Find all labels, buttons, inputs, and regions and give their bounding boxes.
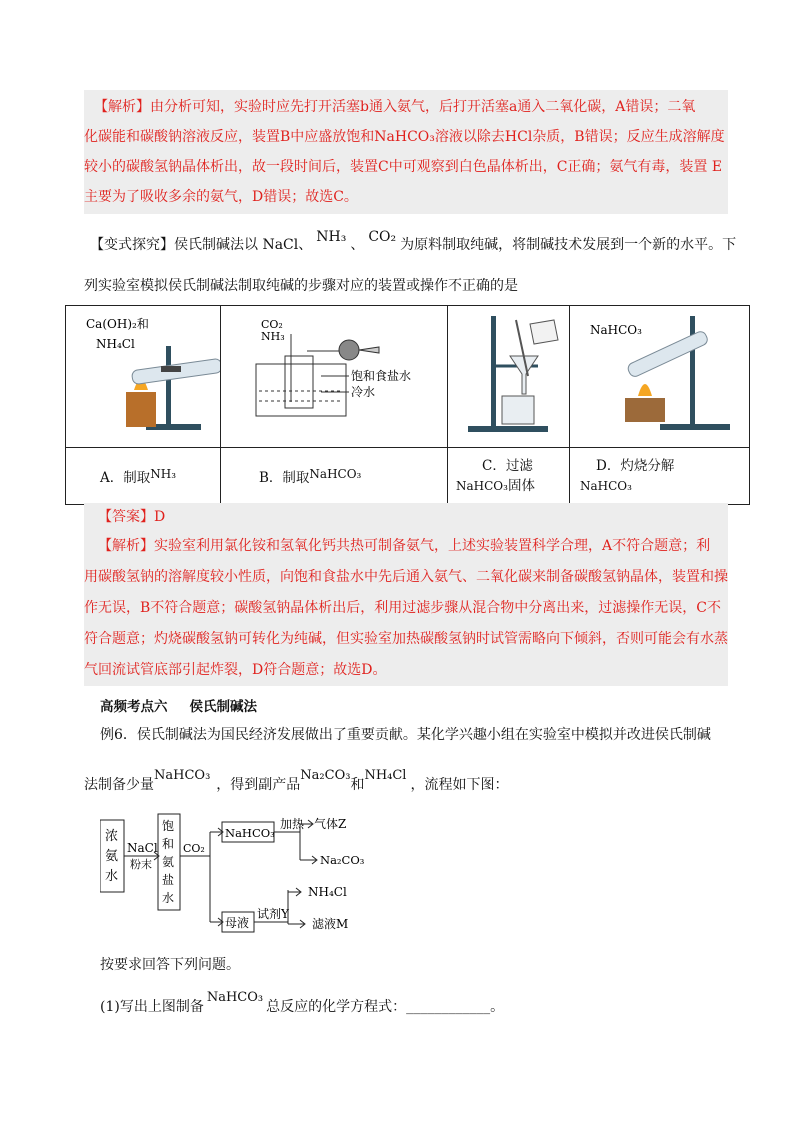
box2-char: 水 [162,891,175,905]
analysis-line: 化碳能和碳酸钠溶液反应，装置B中应盛放饱和NaHCO₃溶液以除去HCl杂质，B错误；反应生成溶解度 [84,129,725,145]
box1-char: 氨 [105,849,119,864]
question-text: 总反应的化学方程式： [266,999,407,1015]
section-title: 侯氏制碱法 [189,699,257,715]
answer-analysis-block [84,503,728,686]
label-nh4cl: NH₄Cl [308,885,347,899]
question-text: 。 [490,999,505,1015]
option-c-caption: C．过滤 NaHCO₃固体 [448,448,570,505]
label-co2: CO₂ [183,842,205,855]
example-text: ，得到副产品 [216,777,301,793]
example-text: 法制备少量 [84,777,154,793]
formula-nahco3: NaHCO₃ [456,479,508,493]
option-a-image [66,306,221,448]
label-filtrate-m: 滤液M [312,917,349,931]
analysis-block-1 [84,90,728,214]
label-caoh2: Ca(OH)₂和 [86,317,149,331]
separator: 、 [350,237,365,253]
question-1 [100,990,505,1021]
option-c-image [448,306,570,448]
box1-char: 浓 [105,829,119,844]
apparatus-d-icon [570,306,749,443]
option-d-image [570,306,750,448]
analysis-line: 用碳酸氢钠的溶解度较小性质，向饱和食盐水中先后通入氨气、二氧化碳来制备碳酸氢钠晶体，装置和操 [84,569,728,585]
formula-nahco3: NaHCO₃ [154,768,211,783]
process-flow-diagram [100,812,400,942]
variant-suffix: 为原料制取纯碱，将制碱技术发展到一个新的水平。下 [400,237,737,253]
formula-nh4cl: NH₄Cl [364,768,407,783]
option-b-caption: B．制取NaHCO₃ [221,448,448,505]
box2-char: 盐 [162,873,175,887]
example-line-1: 例6．侯氏制碱法为国民经济发展做出了重要贡献。某化学兴趣小组在实验室中模拟并改进侯氏制碱 [100,727,711,743]
example-text: 和 [350,777,365,793]
answer-blank[interactable]: ____________ [406,999,491,1015]
label-heat: 加热 [280,817,305,831]
option-d-caption: D．灼烧分解 NaHCO₃ [570,448,750,505]
option-a-caption: A．制取NH₃ [66,448,221,505]
formula-nahco3: NaHCO₃ [580,479,632,493]
formula-na2co3: Na₂CO₃ [300,768,351,783]
label-nh3: NH₃ [261,330,285,343]
options-table [65,305,750,505]
label-na2co3: Na₂CO₃ [320,853,365,867]
label-nahco3: NaHCO₃ [225,826,275,840]
analysis-line: 气回流试管底部引起炸裂，D符合题意；故选D。 [84,662,387,678]
analysis-line: 【解析】实验室利用氯化铵和氢氧化钙共热可制备氨气，上述实验装置科学合理，A不符合题意；利 [98,538,711,554]
apparatus-c-icon [448,306,569,443]
question-text: (1)写出上图制备 [100,999,204,1015]
box2-char: 氨 [162,855,175,869]
box1-char: 水 [105,869,119,884]
analysis-line: 作无误，B不符合题意；碳酸氢钠晶体析出后，利用过滤步骤从混合物中分离出来，过滤操作无误，C不 [84,600,721,616]
formula-nahco3: NaHCO₃ [206,990,264,1005]
example-line-2 [84,768,509,799]
variant-question-line-2: 列实验室模拟侯氏制碱法制取纯碱的步骤对应的装置或操作不正确的是 [84,278,518,294]
variant-prefix: 【变式探究】侯氏制碱法以 NaCl、 [90,237,313,253]
label-nh4cl: NH₄Cl [96,337,135,351]
section-heading [100,694,257,720]
box2-char: 和 [162,837,175,851]
formula-nh3: NH₃ [150,467,177,481]
label-powder: 粉末 [130,858,152,871]
option-b-image [221,306,448,448]
label-reagent-y: 试剂Y [257,907,289,921]
label-co2: CO₂ [261,318,283,331]
formula-nahco3: NaHCO₃ [309,467,362,481]
instruction: 按要求回答下列问题。 [100,957,240,973]
label-mother-liquor: 母液 [225,916,250,930]
analysis-line: 符合题意；灼烧碳酸氢钠可转化为纯碱，但实验室加热碳酸氢钠时试管需略向下倾斜，否则可能会有水蒸 [84,631,728,647]
analysis-line: 【解析】由分析可知，实验时应先打开活塞b通入氨气，后打开活塞a通入二氧化碳，A错误；二氧 [94,99,696,115]
label-cold-water: 冷水 [351,385,376,399]
label-gas-z: 气体Z [314,817,347,831]
section-label: 高频考点六 [100,699,168,715]
apparatus-a-icon [66,306,220,443]
analysis-line: 主要为了吸收多余的氨气，D错误；故选C。 [84,189,358,205]
label-brine: 饱和食盐水 [351,369,412,383]
label-nahco3: NaHCO₃ [590,323,642,337]
formula-nh3: NH₃ [316,229,347,245]
variant-question-line-1 [90,229,737,258]
apparatus-b-icon [221,306,447,443]
answer: 【答案】D [98,509,166,525]
example-text: ，流程如下图： [410,777,509,793]
analysis-line: 较小的碳酸氢钠晶体析出，故一段时间后，装置C中可观察到白色晶体析出，C正确；氨气有毒，装置 E [84,159,723,175]
formula-co2: CO₂ [368,229,397,245]
label-nacl: NaCl [127,841,158,855]
box2-char: 饱 [162,819,175,833]
